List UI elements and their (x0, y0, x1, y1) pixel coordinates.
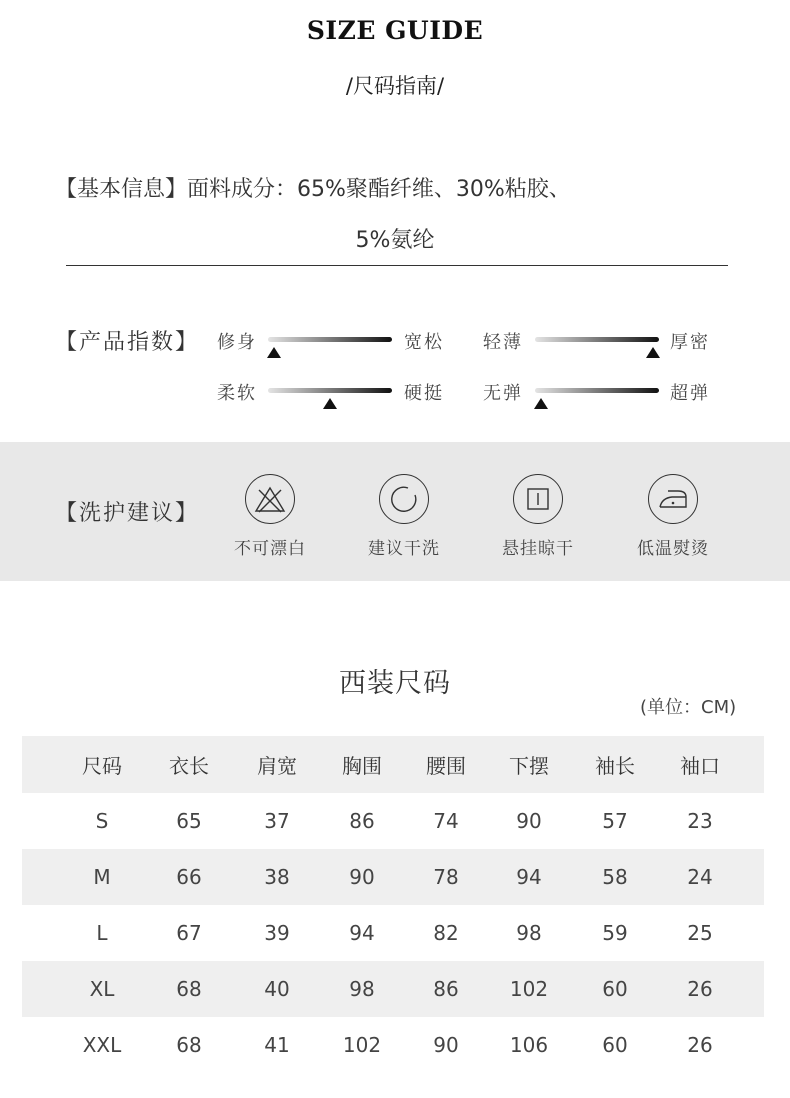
care-item-hang-dry (478, 474, 598, 559)
row-cell: 60 (602, 1033, 628, 1057)
header-cell: 肩宽 (257, 754, 297, 778)
row-cell: 94 (516, 865, 542, 889)
scale-3-bar (268, 388, 392, 393)
row-cell: 78 (433, 865, 459, 889)
care-text-hang-dry: 悬挂晾干 (502, 539, 574, 559)
care-text-low-iron: 低温熨烫 (637, 539, 709, 559)
row-cell: 39 (264, 921, 290, 945)
dry-clean-icon (379, 474, 429, 524)
hang-dry-icon (513, 474, 563, 524)
row-cell: 86 (349, 809, 375, 833)
scale-1-right-label: 宽松 (404, 332, 444, 353)
header-cell: 尺码 (82, 754, 122, 778)
row-cell: 24 (687, 865, 713, 889)
row-cell: 23 (687, 809, 713, 833)
page-title: SIZE GUIDE (306, 16, 484, 45)
header-cell: 腰围 (426, 754, 466, 778)
row-cell: 74 (433, 809, 459, 833)
basic-info-line-2: 5%氨纶 (355, 228, 435, 253)
header-cell: 衣长 (169, 754, 209, 778)
care-text-no-bleach: 不可漂白 (234, 539, 306, 559)
row-cell: 38 (264, 865, 290, 889)
row-cell: 37 (264, 809, 290, 833)
scale-4-bar (535, 388, 659, 393)
size-table-unit: (单位：CM) (640, 697, 737, 718)
row-cell: 26 (687, 977, 713, 1001)
row-cell: 102 (342, 1033, 382, 1057)
table-row (22, 905, 764, 961)
basic-info-line-1: 【基本信息】面料成分：65%聚酯纤维、30%粘胶、 (55, 177, 571, 202)
table-row (22, 849, 764, 905)
row-cell: L (96, 921, 108, 945)
row-cell: 26 (687, 1033, 713, 1057)
scale-2-bar (535, 337, 659, 342)
header-cell: 袖口 (680, 754, 720, 778)
care-label: 【洗护建议】 (55, 501, 200, 526)
row-cell: 90 (433, 1033, 459, 1057)
row-cell: 98 (516, 921, 542, 945)
row-cell: 40 (264, 977, 290, 1001)
header-cell: 胸围 (342, 754, 382, 778)
no-bleach-icon (245, 474, 295, 524)
row-cell: 58 (602, 865, 628, 889)
row-cell: 90 (516, 809, 542, 833)
table-row (22, 793, 764, 849)
row-cell: 57 (602, 809, 628, 833)
row-cell: 60 (602, 977, 628, 1001)
scale-4-left-label: 无弹 (483, 383, 523, 404)
product-index-label: 【产品指数】 (55, 330, 200, 355)
care-item-no-bleach (210, 474, 330, 559)
scale-1-marker (267, 347, 281, 358)
size-table-title: 西装尺码 (339, 668, 451, 699)
care-item-low-iron (613, 474, 733, 559)
header-cell: 袖长 (595, 754, 635, 778)
row-cell: XL (89, 977, 115, 1001)
row-cell: 90 (349, 865, 375, 889)
divider (66, 265, 728, 266)
size-table (22, 736, 764, 1073)
row-cell: XXL (82, 1033, 122, 1057)
row-cell: 66 (176, 865, 202, 889)
scale-3-marker (323, 398, 337, 409)
row-cell: 67 (176, 921, 202, 945)
row-cell: 106 (509, 1033, 549, 1057)
low-iron-icon (648, 474, 698, 524)
row-cell: 65 (176, 809, 202, 833)
row-cell: S (95, 809, 109, 833)
scale-1-bar (268, 337, 392, 342)
row-cell: 102 (509, 977, 549, 1001)
scale-2-left-label: 轻薄 (483, 332, 523, 353)
row-cell: 68 (176, 977, 202, 1001)
row-cell: M (93, 865, 111, 889)
row-cell: 98 (349, 977, 375, 1001)
scale-1-left-label: 修身 (217, 332, 257, 353)
care-item-dry-clean (344, 474, 464, 559)
care-text-dry-clean: 建议干洗 (368, 539, 440, 559)
scale-3-left-label: 柔软 (217, 383, 257, 404)
row-cell: 59 (602, 921, 628, 945)
page-subtitle: /尺码指南/ (345, 74, 445, 98)
scale-2-right-label: 厚密 (670, 332, 710, 353)
row-cell: 94 (349, 921, 375, 945)
size-table-header-row (22, 736, 764, 793)
row-cell: 86 (433, 977, 459, 1001)
row-cell: 82 (433, 921, 459, 945)
table-row (22, 1017, 764, 1073)
table-row (22, 961, 764, 1017)
scale-4-right-label: 超弹 (670, 383, 710, 404)
scale-3-right-label: 硬挺 (404, 383, 444, 404)
row-cell: 25 (687, 921, 713, 945)
row-cell: 41 (264, 1033, 290, 1057)
scale-4-marker (534, 398, 548, 409)
header-cell: 下摆 (509, 754, 549, 778)
row-cell: 68 (176, 1033, 202, 1057)
scale-2-marker (646, 347, 660, 358)
